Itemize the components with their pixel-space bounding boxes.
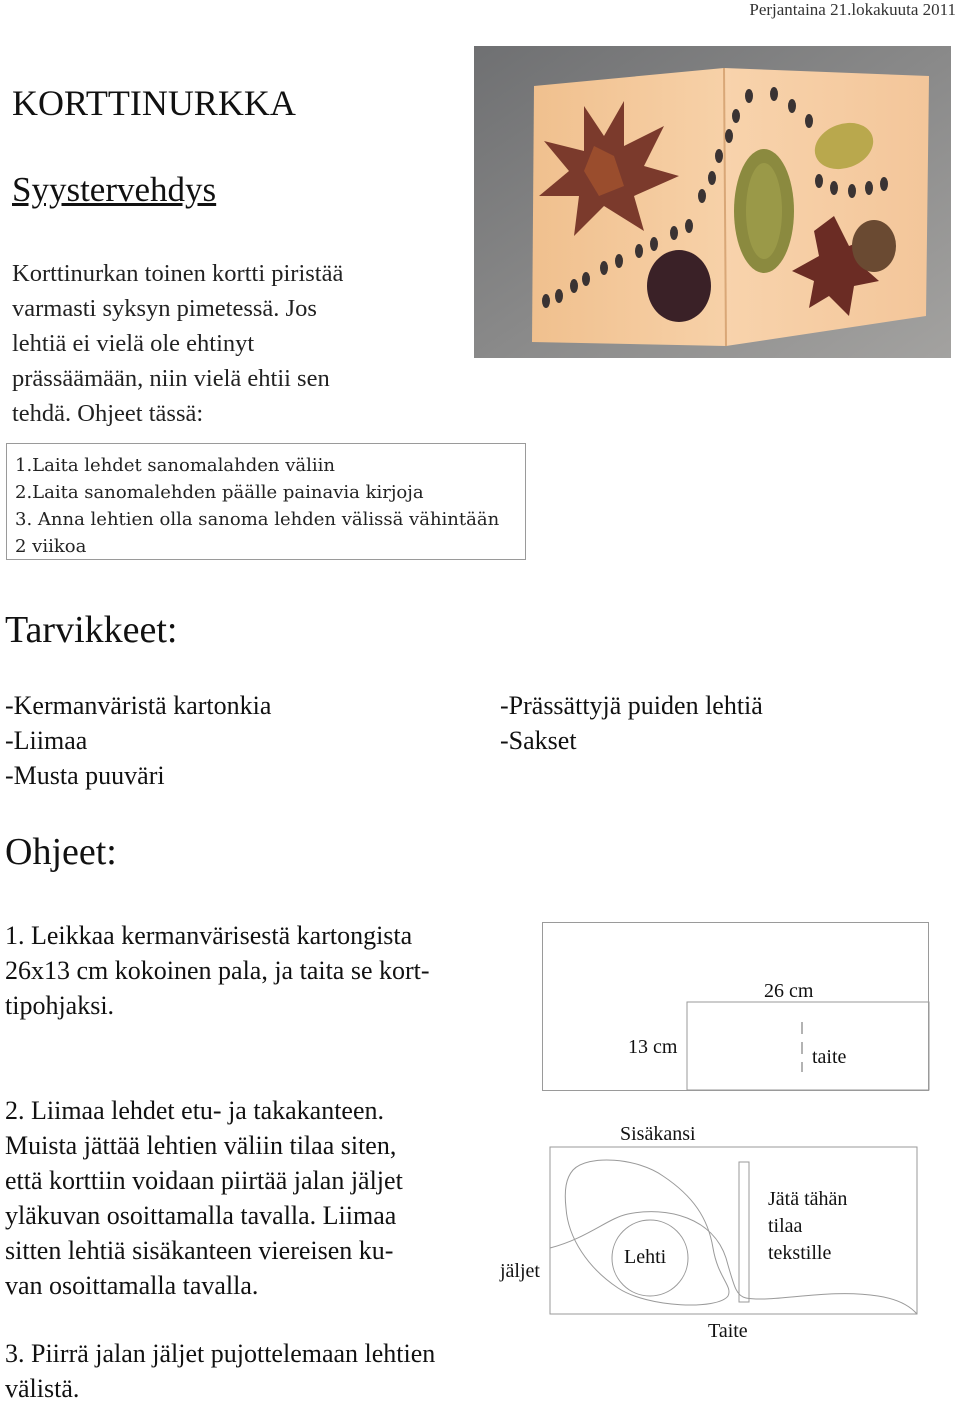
press-step: 3. Anna lehtien olla sanoma lehden välissä vähintään (15, 509, 500, 530)
material-item: -Musta puuväri (5, 761, 165, 790)
tracks-label: jäljet (500, 1260, 540, 1282)
step-line: tipohjaksi. (5, 991, 115, 1020)
step-line: 1. Leikkaa kermanvärisestä kartongista (5, 921, 413, 950)
intro-line: varmasti syksyn pimetessä. Jos (12, 295, 317, 322)
intro-line: Korttinurkan toinen kortti piristää (12, 260, 344, 287)
text-area-line: tilaa (768, 1215, 803, 1237)
step-line: 26x13 cm kokoinen pala, ja taita se kort- (5, 956, 430, 985)
fold-label-inside: Taite (708, 1320, 748, 1342)
height-label: 13 cm (628, 1036, 678, 1058)
step-line: 3. Piirrä jalan jäljet pujottelemaan lehtien (5, 1339, 436, 1368)
inside-cover-outline (550, 1147, 917, 1314)
inside-cover-drawing (498, 1118, 938, 1354)
material-item: -Prässättyjä puiden lehtiä (500, 691, 763, 720)
press-step: 2 viikoa (15, 536, 87, 557)
fold-strip (739, 1162, 749, 1302)
inside-cover-label: Sisäkansi (620, 1123, 696, 1145)
fold-label: taite (812, 1046, 847, 1068)
text-area-label (768, 1186, 847, 1267)
step-line: sitten lehtiä sisäkanteen viereisen ku- (5, 1236, 394, 1265)
text-area-line: Jätä tähän (768, 1188, 848, 1210)
page-date: Perjantaina 21.lokakuuta 2011 (749, 0, 956, 19)
material-item: -Sakset (500, 726, 577, 755)
press-step: 1.Laita lehdet sanomalahden väliin (15, 455, 335, 476)
materials-list-right (500, 688, 763, 758)
card-photo (474, 46, 951, 358)
intro-paragraph (12, 256, 452, 431)
instruction-step-3 (5, 1336, 525, 1406)
step-line: että korttiin voidaan piirtää jalan jäljet (5, 1166, 403, 1195)
card-outline (687, 1002, 929, 1090)
oak-leaf-inner (746, 163, 782, 259)
article-subtitle: Syystervehdys (12, 170, 217, 209)
material-item: -Liimaa (5, 726, 88, 755)
intro-line: lehtiä ei vielä ole ehtinyt (12, 330, 255, 357)
materials-list-left (5, 688, 271, 793)
instructions-heading: Ohjeet: (5, 831, 117, 873)
intro-line: tehdä. Ohjeet tässä: (12, 400, 204, 427)
width-label: 26 cm (764, 980, 814, 1002)
material-item: -Kermanväristä kartonkia (5, 691, 272, 720)
inside-cover-diagram (498, 1118, 938, 1354)
step-line: yläkuvan osoittamalla tavalla. Liimaa (5, 1201, 397, 1230)
materials-heading: Tarvikkeet: (5, 609, 178, 651)
leaf-shape (565, 1160, 729, 1305)
page-title: KORTTINURKKA (12, 83, 296, 123)
text-area-line: tekstille (768, 1242, 832, 1264)
leaf-label: Lehti (624, 1246, 667, 1268)
step-line: Muista jättää lehtien väliin tilaa siten, (5, 1131, 397, 1160)
instruction-step-1 (5, 918, 535, 1023)
intro-line: prässäämään, niin vielä ehtii sen (12, 365, 330, 392)
card-dimensions-drawing (542, 922, 930, 1092)
step-line: välistä. (5, 1374, 80, 1403)
dark-round-leaf (647, 250, 711, 322)
tracks-curve (550, 1212, 917, 1314)
card-dimensions-diagram (542, 922, 930, 1092)
press-step: 2.Laita sanomalehden päälle painavia kirjoja (15, 482, 424, 503)
step-line: 2. Liimaa lehdet etu- ja takakanteen. (5, 1096, 384, 1125)
instruction-step-2 (5, 1093, 505, 1303)
small-brown-leaf (852, 220, 896, 272)
step-line: van osoittamalla tavalla. (5, 1271, 259, 1300)
leaf-pressing-steps-box (6, 443, 526, 560)
